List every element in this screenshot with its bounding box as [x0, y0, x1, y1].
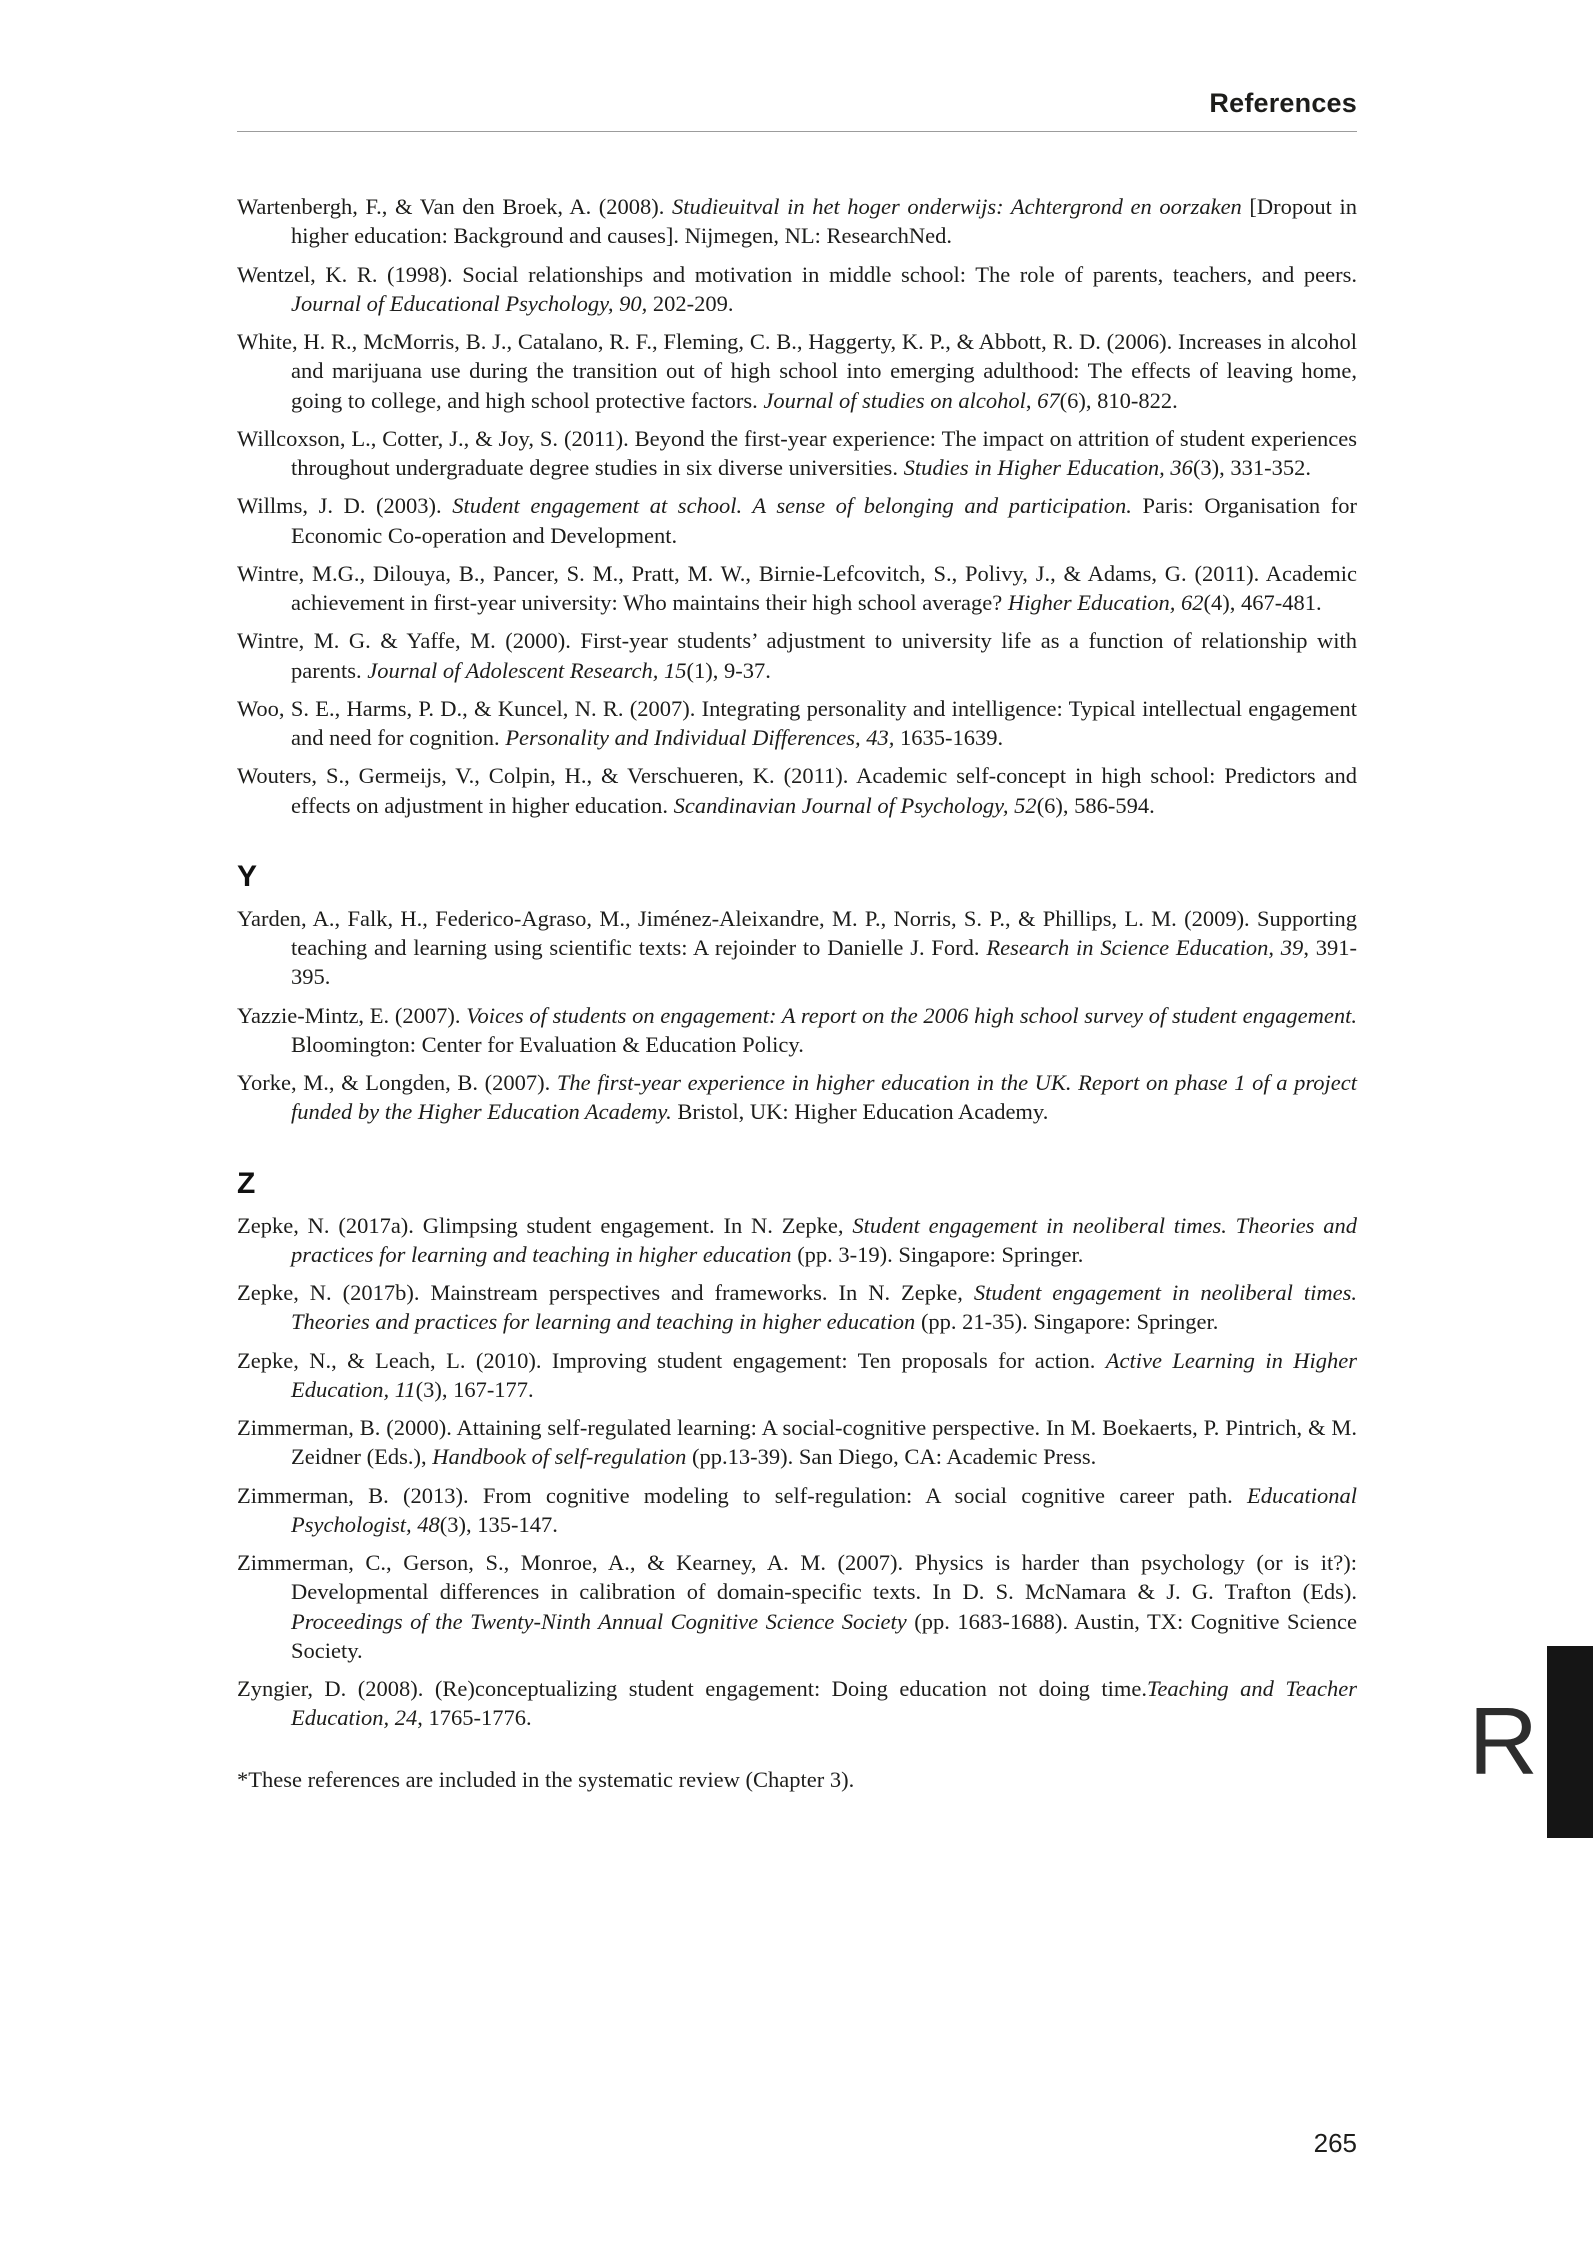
reference-text-run: (4), 467-481.: [1203, 590, 1322, 615]
reference-entry: [237, 260, 1357, 319]
chapter-tab-bar: [1547, 1646, 1593, 1838]
reference-text-run: (3), 167-177.: [415, 1376, 534, 1402]
reference-text-run: Wentzel, K. R. (1998). Social relationships and motivation in middle school: The role of parents, teachers, and peers.: [237, 261, 1357, 287]
reference-text-run: Willms, J. D. (2003).: [237, 493, 453, 519]
reference-text-run: ,: [1025, 387, 1038, 413]
reference-text-run: Higher Education, 62: [1007, 590, 1204, 615]
page-header: [237, 0, 1357, 119]
reference-text-run: Studieuitval in het hoger onderwijs: Achtergrond en oorzaken: [672, 194, 1242, 219]
header-rule: [237, 131, 1357, 132]
reference-text-run: Zepke, N., & Leach, L. (2010). Improving student engagement: Ten proposals for action.: [237, 1347, 1106, 1373]
reference-text-run: Journal of Adolescent Research, 15: [367, 657, 687, 683]
reference-text-run: Zimmerman, B. (2000). Attaining self-regulated learning: A social-cognitive perspective. In M. Boekaerts, P. Pintrich, & M. Zeidner (Eds.),: [237, 1415, 1357, 1470]
reference-entry: [237, 1674, 1357, 1733]
reference-entry: [237, 491, 1357, 550]
reference-text-run: (3), 331-352.: [1192, 455, 1312, 480]
reference-text-run: Educational Psychologist, 48: [291, 1482, 1357, 1537]
reference-text-run: (pp. 3-19). Singapore: Springer.: [791, 1241, 1084, 1267]
reference-entry: [237, 327, 1357, 415]
reference-text-run: Student engagement in neoliberal times. Theories and practices for learning and teaching in higher education: [291, 1280, 1357, 1335]
reference-text-run: Teaching and Teacher Education, 24: [291, 1676, 1358, 1731]
reference-text-run: Wartenbergh, F., & Van den Broek, A. (2008).: [237, 194, 673, 219]
reference-text-run: Zyngier, D. (2008). (Re)conceptualizing student engagement: Doing education not doing time.: [237, 1676, 1147, 1701]
reference-text-run: Yorke, M., & Longden, B. (2007).: [237, 1070, 557, 1095]
reference-text-run: Research in Science Education, 39: [986, 935, 1304, 960]
reference-text-run: Handbook of self-regulation: [432, 1444, 687, 1470]
references-section: [237, 1167, 1357, 1733]
reference-text-run: (pp. 1683-1688). Austin, TX: Cognitive Science Society.: [291, 1608, 1357, 1663]
reference-text-run: Paris: Organisation for Economic Co-operation and Development.: [291, 493, 1357, 548]
chapter-tab: [1469, 1646, 1593, 1838]
reference-text-run: (6), 586-594.: [1036, 792, 1155, 818]
reference-text-run: (pp.13-39). San Diego, CA: Academic Press.: [686, 1444, 1097, 1470]
reference-text-run: Personality and Individual Differences, 43,: [505, 725, 895, 750]
reference-text-run: Bristol, UK: Higher Education Academy.: [671, 1099, 1049, 1125]
section-letter-y: Y: [237, 859, 258, 893]
reference-text-run: Zimmerman, B. (2013). From cognitive modeling to self-regulation: A social cognitive career path.: [237, 1482, 1248, 1508]
content-column: [237, 0, 1357, 1793]
reference-text-run: (pp. 21-35). Singapore: Springer.: [915, 1309, 1219, 1335]
reference-text-run: Zimmerman, C., Gerson, S., Monroe, A., & Kearney, A. M. (2007). Physics is harder than psychology (or is it?): Developmental differences in calibration of domain-specific texts. In D. S. McNamara & J. G. Trafton (Eds).: [237, 1550, 1357, 1605]
reference-text-run: Journal of studies on alcohol: [763, 387, 1026, 413]
page-number: 265: [1313, 2128, 1357, 2158]
chapter-tab-letter: R: [1468, 1688, 1538, 1795]
reference-text-run: The first-year experience in higher education in the UK. Report on phase 1 of a project funded by the Higher Education Academy.: [291, 1070, 1357, 1125]
reference-entry: [237, 1068, 1357, 1127]
reference-entry: [237, 1413, 1357, 1472]
reference-entry: [237, 761, 1357, 820]
reference-text-run: White, H. R., McMorris, B. J., Catalano, R. F., Fleming, C. B., Haggerty, K. P., & Abbott, R. D. (2006). Increases in alcohol and marijuana use during the transition out of high school into emerging adulthood: The effects of leaving home, going to college, and high school protective factors.: [237, 329, 1357, 413]
reference-text-run: [Dropout in higher education: Background and causes]. Nijmegen, NL: ResearchNed.: [291, 194, 1357, 249]
reference-text-run: (1), 9-37.: [686, 657, 771, 683]
reference-text-run: Wintre, M.G., Dilouya, B., Pancer, S. M., Pratt, M. W., Birnie-Lefcovitch, S., Polivy, J., & Adams, G. (2011). Academic achievement in first-year university: Who maintains their high school average?: [237, 560, 1357, 615]
reference-text-run: Student engagement in neoliberal times. Theories and practices for learning and teaching in higher education: [291, 1212, 1357, 1267]
reference-entry: [237, 1346, 1357, 1405]
reference-entry: [237, 1278, 1357, 1337]
reference-text-run: Active Learning in Higher Education, 11: [291, 1347, 1357, 1402]
section-letter-z: Z: [237, 1166, 256, 1200]
reference-text-run: Zepke, N. (2017b). Mainstream perspectives and frameworks. In N. Zepke,: [237, 1280, 974, 1305]
reference-text-run: (6), 810-822.: [1059, 387, 1178, 413]
reference-text-run: , 1765-1776.: [417, 1705, 532, 1731]
references-section: [237, 192, 1357, 820]
reference-text-run: Proceedings of the Twenty-Ninth Annual Cognitive Science Society: [291, 1608, 907, 1634]
footnote: *These references are included in the systematic review (Chapter 3).: [237, 1766, 855, 1792]
reference-entry: [237, 1211, 1357, 1270]
reference-text-run: Willcoxson, L., Cotter, J., & Joy, S. (2011). Beyond the first-year experience: The impact on attrition of student experiences throughout undergraduate degree studies in six diverse universities.: [237, 425, 1357, 480]
reference-entry: [237, 1481, 1357, 1540]
reference-text-run: Journal of Educational Psychology, 90,: [291, 290, 648, 316]
reference-text-run: Voices of students on engagement: A report on the 2006 high school survey of student engagement.: [466, 1002, 1357, 1028]
reference-entry: [237, 559, 1357, 618]
reference-entry: [237, 904, 1357, 992]
reference-text-run: (3), 135-147.: [439, 1511, 558, 1537]
reference-text-run: 1635-1639.: [894, 725, 1004, 750]
reference-text-run: Yazzie-Mintz, E. (2007).: [237, 1002, 467, 1028]
reference-text-run: Bloomington: Center for Evaluation & Education Policy.: [291, 1031, 804, 1057]
reference-entry: [237, 694, 1357, 753]
references-section: [237, 860, 1357, 1127]
reference-text-run: Student engagement at school. A sense of belonging and participation.: [452, 493, 1132, 519]
reference-text-run: Scandinavian Journal of Psychology, 52: [673, 792, 1037, 818]
reference-text-run: Yarden, A., Falk, H., Federico-Agraso, M., Jiménez-Aleixandre, M. P., Norris, S. P., & Phillips, L. M. (2009). Supporting teaching and learning using scientific texts: A rejoinder to Danielle J. Ford.: [237, 905, 1357, 960]
references-list: [237, 192, 1357, 1733]
reference-entry: [237, 1001, 1357, 1060]
reference-text-run: Wouters, S., Germeijs, V., Colpin, H., & Verschueren, K. (2011). Academic self-concept in high school: Predictors and effects on adjustment in higher education.: [237, 763, 1357, 818]
reference-text-run: Studies in Higher Education, 36: [903, 455, 1193, 480]
page-header-title: References: [1209, 88, 1357, 118]
reference-entry: [237, 626, 1357, 685]
reference-entry: [237, 1548, 1357, 1665]
reference-text-run: Zepke, N. (2017a). Glimpsing student engagement. In N. Zepke,: [237, 1212, 853, 1238]
reference-entry: [237, 424, 1357, 483]
reference-text-run: Wintre, M. G. & Yaffe, M. (2000). First-year students’ adjustment to university life as a function of relationship with parents.: [237, 628, 1357, 683]
reference-entry: [237, 192, 1357, 251]
reference-text-run: , 391-395.: [291, 935, 1357, 990]
reference-text-run: Woo, S. E., Harms, P. D., & Kuncel, N. R. (2007). Integrating personality and intelligence: Typical intellectual engagement and need for cognition.: [237, 695, 1357, 750]
reference-text-run: 67: [1037, 387, 1060, 413]
reference-text-run: 202-209.: [647, 290, 734, 316]
